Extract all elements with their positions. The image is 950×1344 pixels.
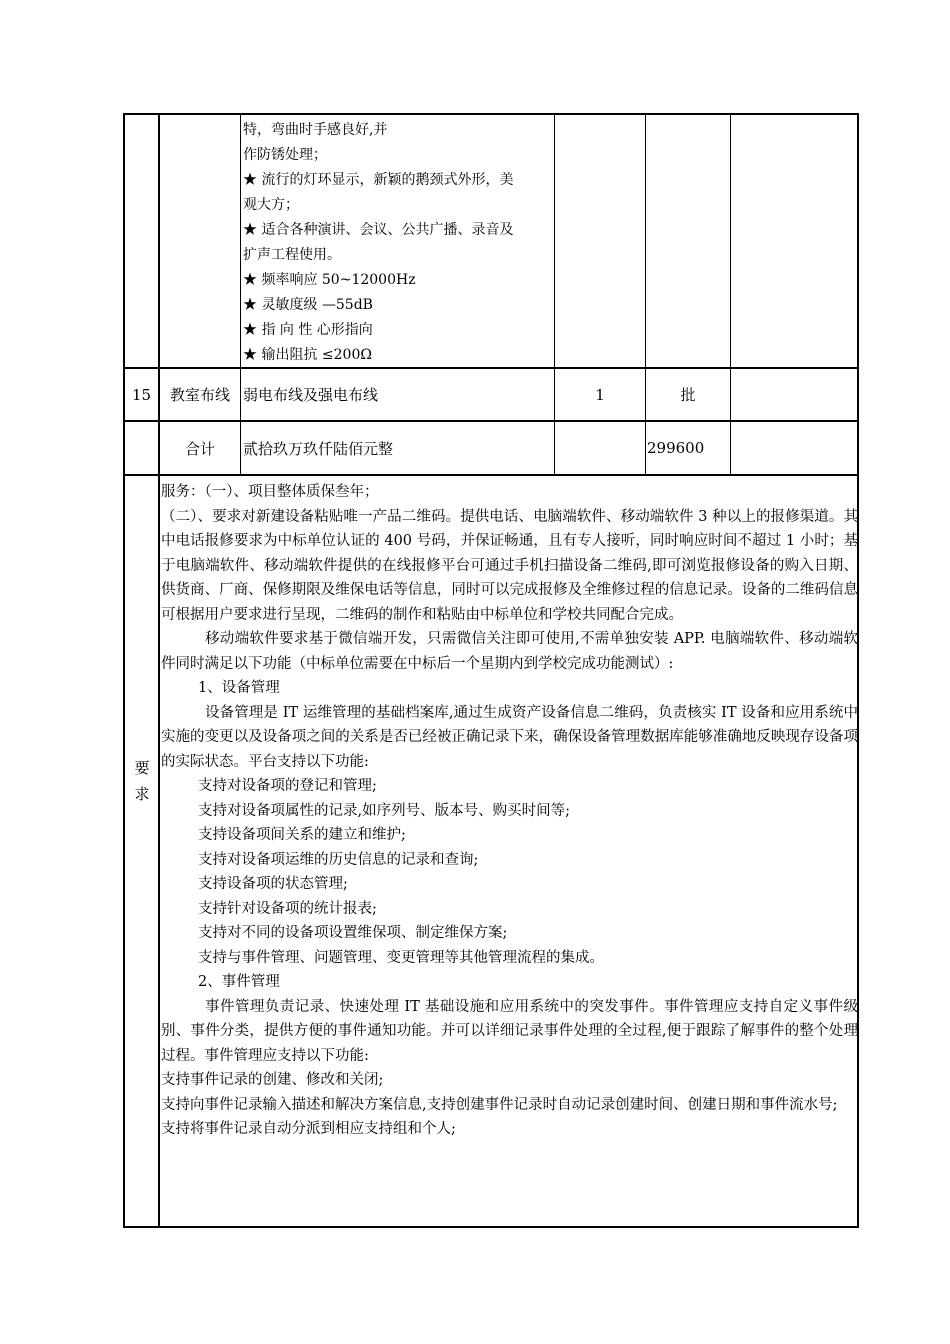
item-unit: 批 — [680, 386, 696, 404]
list-item: 支持设备项间关系的建立和维护; — [198, 827, 406, 843]
spec-text-cell — [243, 118, 555, 368]
list-item: 支持针对设备项的统计报表; — [198, 900, 377, 917]
col-divider — [240, 113, 241, 476]
spec-line: ★ 频率响应 50~12000Hz — [243, 272, 416, 288]
list-item: 支持与事件管理、问题管理、变更管理等其他管理流程的集成。 — [198, 949, 604, 966]
list-item: 支持对设备项属性的记录,如序列号、版本号、购买时间等; — [198, 802, 570, 819]
spec-line: 特，弯曲时手感良好,并 — [243, 122, 388, 138]
paragraph: 移动端软件要求基于微信端开发，只需微信关注即可使用,不需单独安装 APP. 电脑端软件、移动端软件同时满足以下功能（中标单位需要在中标后一个星期内到学校完成功能测试）: — [161, 631, 858, 672]
spec-line: ★ 指 向 性 心形指向 — [243, 322, 373, 338]
list-item: 支持对设备项的登记和管理; — [198, 778, 377, 794]
table-border-left — [123, 113, 125, 1228]
total-amount: 299600 — [647, 439, 705, 457]
item-name: 教室布线 — [169, 386, 230, 404]
col-divider — [158, 113, 160, 1228]
total-label: 合计 — [184, 439, 215, 458]
total-amount-words: 贰拾玖万玖仟陆佰元整 — [243, 439, 394, 458]
spec-line: 观大方； — [243, 197, 299, 213]
requirements-text — [161, 480, 858, 1142]
col-divider — [645, 113, 646, 476]
requirements-label: 要 求 — [134, 759, 150, 803]
list-item: 支持对设备项运维的历史信息的记录和查询; — [198, 851, 479, 868]
section-heading: 1、设备管理 — [198, 680, 280, 696]
paragraph: （二）、要求对新建设备粘贴唯一产品二维码。提供电话、电脑端软件、移动端软件 3 种以上的报修渠道。其中电话报修要求为中标单位认证的 400 号码，并保证畅通，且有专人接听，同时响应时间不超过 1 小时；基于电脑端软件、移动端软件提供的在线报修平台可通过手机扫描设备二维码,即可浏览报修设备的购入日期、供货商、厂商、保修期限及维保电话等信息，同时可以完成报修及全维修过程的信息记录。设备的二维码信息可根据用户要求进行呈现，二维码的制作和粘贴由中标单位和学校共同配合完成。 — [161, 508, 858, 623]
section-heading: 2、事件管理 — [198, 974, 280, 990]
spec-line: ★ 灵敏度级 —55dB — [243, 297, 373, 313]
list-item: 支持对不同的设备项设置维保项、制定维保方案; — [198, 925, 508, 941]
spec-line: 扩声工程使用。 — [243, 247, 341, 263]
item-description: 弱电布线及强电布线 — [243, 386, 379, 404]
list-item: 支持设备项的状态管理; — [198, 876, 348, 892]
table-border-bottom — [123, 1226, 859, 1228]
row-index: 15 — [131, 385, 152, 404]
list-item: 支持向事件记录输入描述和解决方案信息,支持创建事件记录时自动记录创建时间、创建日期和事件流水号; — [161, 1096, 838, 1113]
table-border-top — [123, 113, 859, 115]
paragraph: 设备管理是 IT 运维管理的基础档案库,通过生成资产设备信息二维码，负责核实 IT 设备和应用系统中实施的变更以及设备项之间的关系是否已经被正确记录下来，确保设备管理数据库能够准确地反映现存设备项的实际状态。平台支持以下功能: — [161, 704, 858, 770]
col-divider — [730, 113, 731, 476]
spec-line: ★ 输出阻抗 ≤200Ω — [243, 347, 372, 363]
row-divider — [123, 474, 859, 476]
paragraph: 服务：（一）、项目整体质保叁年； — [161, 484, 379, 500]
paragraph: 事件管理负责记录、快速处理 IT 基础设施和应用系统中的突发事件。事件管理应支持自定义事件级别、事件分类，提供方便的事件通知功能。并可以详细记录事件处理的全过程,便于跟踪了解事件的整个处理过程。事件管理应支持以下功能: — [161, 998, 858, 1064]
list-item: 支持将事件记录自动分派到相应支持组和个人; — [161, 1121, 456, 1137]
list-item: 支持事件记录的创建、修改和关闭; — [161, 1072, 384, 1088]
spec-line: ★ 适合各种演讲、会议、公共广播、录音及 — [243, 222, 514, 238]
spec-line: ★ 流行的灯环显示，新颖的鹅颈式外形，美 — [243, 172, 514, 188]
item-quantity: 1 — [595, 385, 605, 404]
spec-line: 作防锈处理； — [243, 147, 327, 163]
